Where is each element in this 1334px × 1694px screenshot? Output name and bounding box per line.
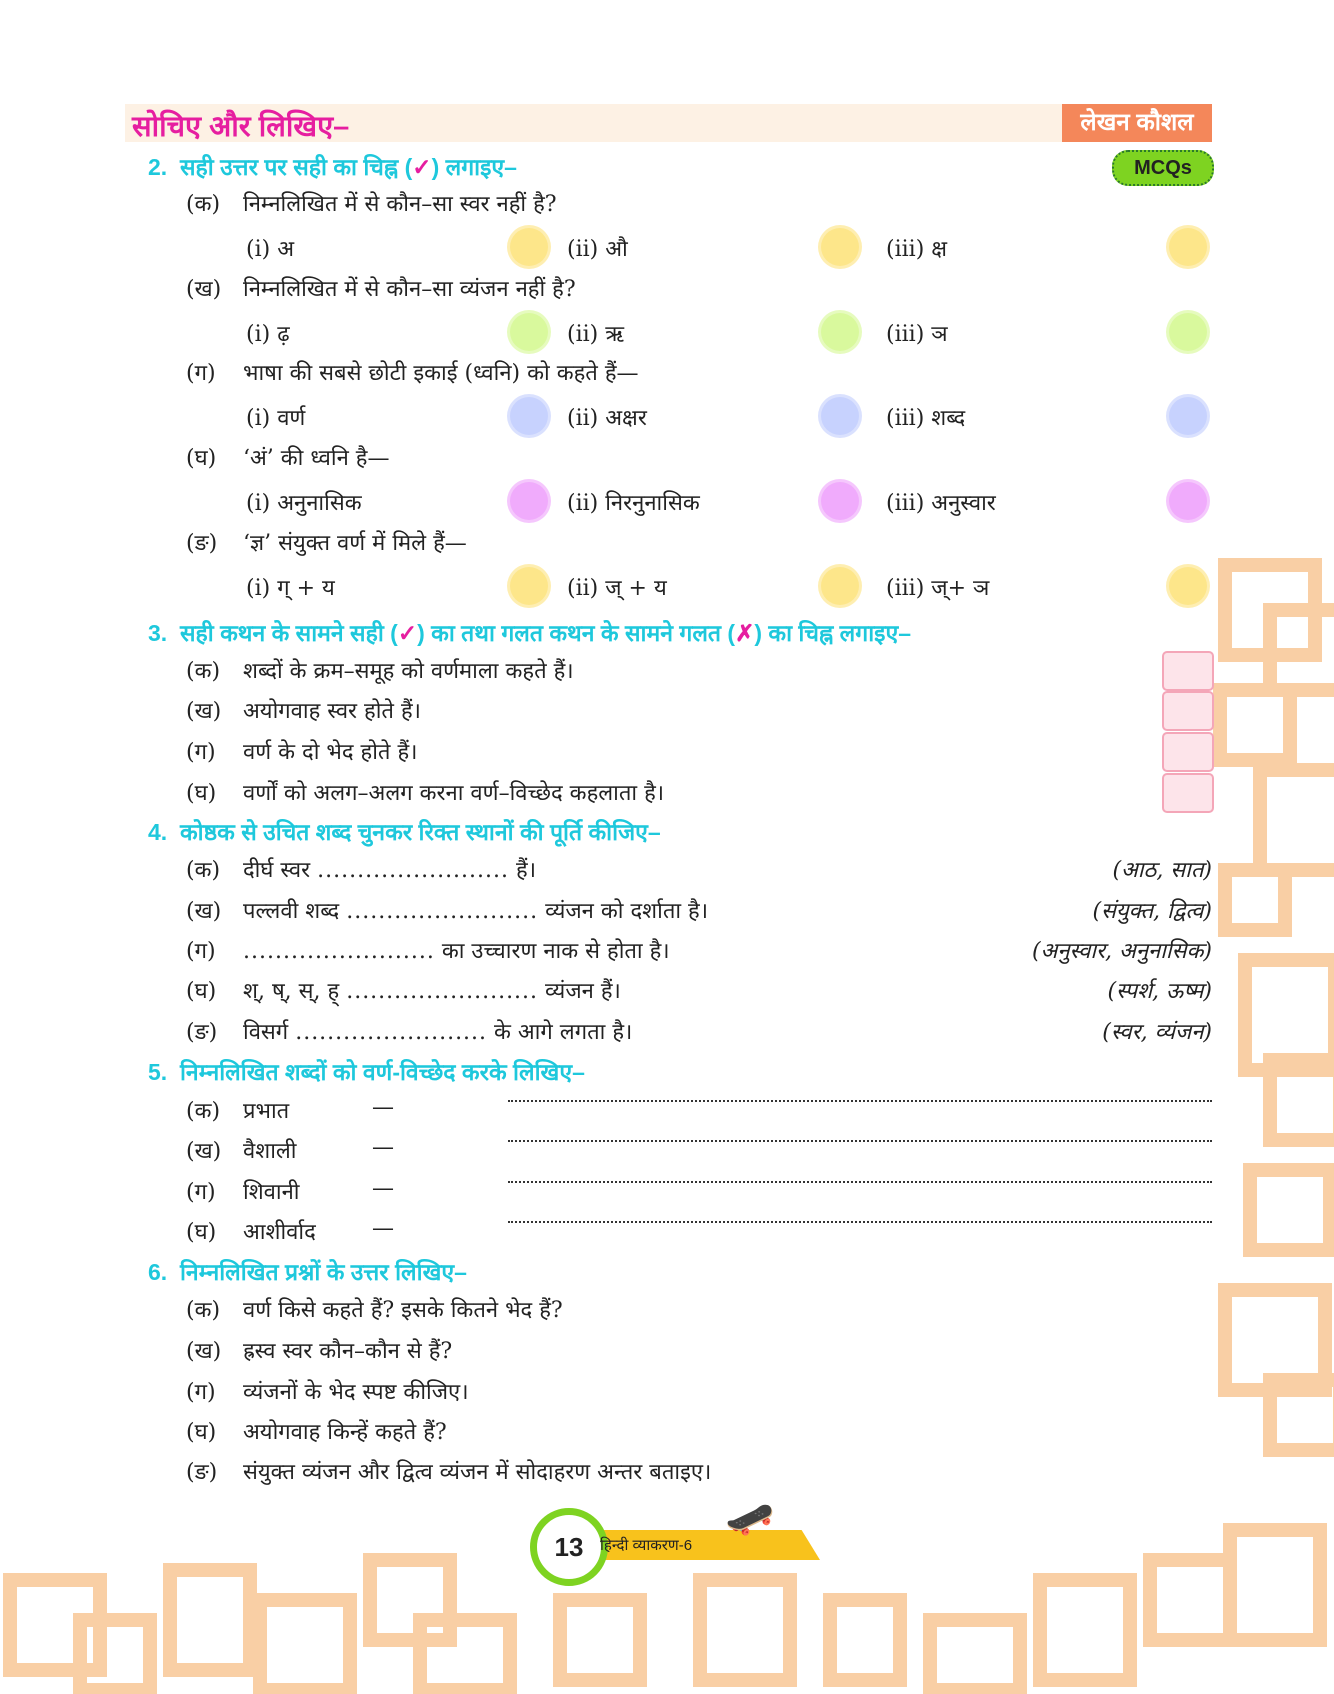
blank-field[interactable]: ........................: [243, 939, 435, 964]
mcq-badge: MCQs: [1112, 150, 1214, 186]
question-label: (घ): [186, 446, 217, 471]
answer-bubble[interactable]: [1169, 228, 1207, 266]
answer-bubble[interactable]: [510, 228, 548, 266]
statement-text: वर्ण के दो भेद होते हैं।: [243, 740, 418, 765]
option-label: (ii) ज् + य: [567, 576, 667, 601]
word: वैशाली: [243, 1139, 297, 1164]
blank-label: (ग): [186, 939, 216, 964]
question-label: (घ): [186, 1420, 217, 1445]
question-label: (ङ): [186, 531, 218, 556]
question-5-heading: [148, 1055, 585, 1087]
blank-label: (ख): [186, 899, 222, 924]
question-number: 2.: [148, 154, 168, 180]
word-label: (घ): [186, 1220, 217, 1245]
cross-icon: ✗: [735, 620, 755, 646]
text-after: का उच्चारण नाक से होता है।: [441, 939, 670, 964]
section-tag: लेखन कौशल: [1062, 104, 1212, 142]
answer-box[interactable]: [1162, 691, 1214, 731]
word: आशीर्वाद: [243, 1220, 316, 1245]
option-label: (i) ढ़: [246, 322, 290, 347]
option-label: (iii) ञ: [886, 322, 948, 347]
answer-bubble[interactable]: [1169, 567, 1207, 605]
question-label: (ग): [186, 1380, 216, 1405]
answer-bubble[interactable]: [1169, 313, 1207, 351]
option-label: (ii) औ: [567, 237, 628, 262]
question-text-end: ) लगाइए–: [431, 154, 517, 180]
question-label: (ख): [186, 277, 222, 302]
statement-label: (ख): [186, 699, 222, 724]
dash: —: [372, 1216, 394, 1241]
question-text: भाषा की सबसे छोटी इकाई (ध्वनि) को कहते हैं—: [243, 361, 639, 386]
blank-field[interactable]: ........................: [295, 1020, 488, 1045]
question-number: 3.: [148, 620, 168, 646]
question-number: 5.: [148, 1059, 168, 1085]
text-after: के आगे लगता है।: [494, 1020, 633, 1045]
word-choices: (अनुस्वार, अनुनासिक): [1031, 939, 1212, 964]
statement-text: अयोगवाह स्वर होते हैं।: [243, 699, 421, 724]
question-number: 4.: [148, 819, 168, 845]
blank-label: (ङ): [186, 1020, 218, 1045]
question-text: सही उत्तर पर सही का चिह्न (: [179, 154, 413, 180]
blank-label: (क): [186, 858, 221, 883]
answer-bubble[interactable]: [510, 567, 548, 605]
question-text-mid: ) का तथा गलत कथन के सामने गलत (: [417, 620, 736, 646]
question-text: निम्नलिखित में से कौन–सा व्यंजन नहीं है?: [243, 277, 576, 302]
question-text: वर्ण किसे कहते हैं? इसके कितने भेद हैं?: [243, 1298, 563, 1323]
option-label: (ii) निरनुनासिक: [567, 491, 700, 516]
answer-line[interactable]: [508, 1181, 1212, 1183]
question-label: (क): [186, 192, 221, 217]
text-after: व्यंजन को दर्शाता है।: [545, 899, 709, 924]
dash: —: [372, 1135, 394, 1160]
text-after: हैं।: [516, 858, 537, 883]
word: शिवानी: [243, 1180, 300, 1205]
fill-blank-sentence: [243, 1016, 632, 1046]
question-text: व्यंजनों के भेद स्पष्ट कीजिए।: [243, 1380, 469, 1405]
checkmark-icon: ✓: [397, 620, 418, 646]
blank-field[interactable]: ........................: [317, 858, 510, 883]
option-label: (iii) क्ष: [886, 237, 948, 262]
dash: —: [372, 1095, 394, 1120]
answer-box[interactable]: [1162, 732, 1214, 772]
option-label: (ii) अक्षर: [567, 406, 647, 431]
text-before: श्, ष्, स्, ह्: [243, 979, 340, 1004]
statement-text: वर्णों को अलग–अलग करना वर्ण–विच्छेद कहलाता है।: [243, 781, 665, 806]
option-label: (i) ग् + य: [246, 576, 335, 601]
question-3-heading: [148, 616, 911, 648]
blank-field[interactable]: ........................: [346, 899, 539, 924]
question-text-end: ) का चिह्न लगाइए–: [754, 620, 911, 646]
option-label: (i) अ: [246, 237, 295, 262]
statement-label: (क): [186, 659, 221, 684]
answer-bubble[interactable]: [510, 313, 548, 351]
question-text: निम्नलिखित प्रश्नों के उत्तर लिखिए–: [179, 1259, 467, 1285]
answer-line[interactable]: [508, 1221, 1212, 1223]
question-text: निम्नलिखित शब्दों को वर्ण-विच्छेद करके लिखिए–: [179, 1059, 585, 1085]
question-text: सही कथन के सामने सही (: [179, 620, 398, 646]
fill-blank-sentence: [243, 975, 621, 1005]
statement-label: (ग): [186, 740, 216, 765]
fill-blank-sentence: [243, 895, 708, 925]
answer-line[interactable]: [508, 1140, 1212, 1142]
page-number: 13: [530, 1508, 608, 1586]
book-title: हिन्दी व्याकरण-6: [600, 1537, 693, 1554]
word-choices: (स्पर्श, ऊष्म): [1107, 979, 1212, 1004]
answer-line[interactable]: [508, 1100, 1212, 1102]
option-label: (iii) ज्+ ञ: [886, 576, 990, 601]
question-label: (क): [186, 1298, 221, 1323]
answer-box[interactable]: [1162, 651, 1214, 691]
answer-bubble[interactable]: [510, 482, 548, 520]
answer-bubble[interactable]: [1169, 482, 1207, 520]
fill-blank-sentence: [243, 935, 670, 965]
answer-bubble[interactable]: [821, 313, 859, 351]
answer-box[interactable]: [1162, 773, 1214, 813]
answer-bubble[interactable]: [1169, 397, 1207, 435]
option-label: (iii) शब्द: [886, 406, 966, 431]
word: प्रभात: [243, 1099, 290, 1124]
answer-bubble[interactable]: [510, 397, 548, 435]
question-text: ‘अं’ की ध्वनि है—: [243, 446, 390, 471]
answer-bubble[interactable]: [821, 567, 859, 605]
answer-bubble[interactable]: [821, 397, 859, 435]
question-label: (ग): [186, 361, 216, 386]
question-text: ह्रस्व स्वर कौन–कौन से हैं?: [243, 1339, 453, 1364]
fill-blank-sentence: [243, 854, 536, 884]
question-label: (ख): [186, 1339, 222, 1364]
word-choices: (स्वर, व्यंजन): [1102, 1020, 1212, 1045]
statement-text: शब्दों के क्रम–समूह को वर्णमाला कहते हैं।: [243, 659, 574, 684]
option-label: (i) वर्ण: [246, 406, 306, 431]
blank-label: (घ): [186, 979, 217, 1004]
answer-bubble[interactable]: [821, 228, 859, 266]
skater-illustration: 🛹: [725, 1496, 775, 1542]
word-label: (क): [186, 1099, 221, 1124]
question-6-heading: [148, 1255, 467, 1287]
question-text: अयोगवाह किन्हें कहते हैं?: [243, 1420, 447, 1445]
question-text: संयुक्त व्यंजन और द्वित्व व्यंजन में सोदाहरण अन्तर बताइए।: [243, 1460, 712, 1485]
word-label: (ख): [186, 1139, 222, 1164]
option-label: (iii) अनुस्वार: [886, 491, 996, 516]
blank-field[interactable]: ........................: [346, 979, 539, 1004]
question-text: ‘ज्ञ’ संयुक्त वर्ण में मिले हैं—: [243, 531, 467, 556]
answer-bubble[interactable]: [821, 482, 859, 520]
question-number: 6.: [148, 1259, 168, 1285]
text-before: पल्लवी शब्द: [243, 899, 340, 924]
text-before: विसर्ग: [243, 1020, 289, 1045]
checkmark-icon: ✓: [412, 154, 432, 180]
word-choices: (आठ, सात): [1112, 858, 1212, 883]
question-text: कोष्ठक से उचित शब्द चुनकर रिक्त स्थानों की पूर्ति कीजिए–: [179, 819, 661, 845]
section-title: सोचिए और लिखिए–: [132, 111, 350, 143]
option-label: (ii) ऋ: [567, 322, 624, 347]
question-text: निम्नलिखित में से कौन–सा स्वर नहीं है?: [243, 192, 557, 217]
statement-label: (घ): [186, 781, 217, 806]
option-label: (i) अनुनासिक: [246, 491, 362, 516]
text-before: दीर्घ स्वर: [243, 858, 311, 883]
question-label: (ङ): [186, 1460, 218, 1485]
word-choices: (संयुक्त, द्वित्व): [1092, 899, 1212, 924]
dash: —: [372, 1176, 394, 1201]
text-after: व्यंजन हैं।: [545, 979, 621, 1004]
question-4-heading: [148, 815, 661, 847]
word-label: (ग): [186, 1180, 216, 1205]
question-2-heading: [148, 150, 517, 182]
